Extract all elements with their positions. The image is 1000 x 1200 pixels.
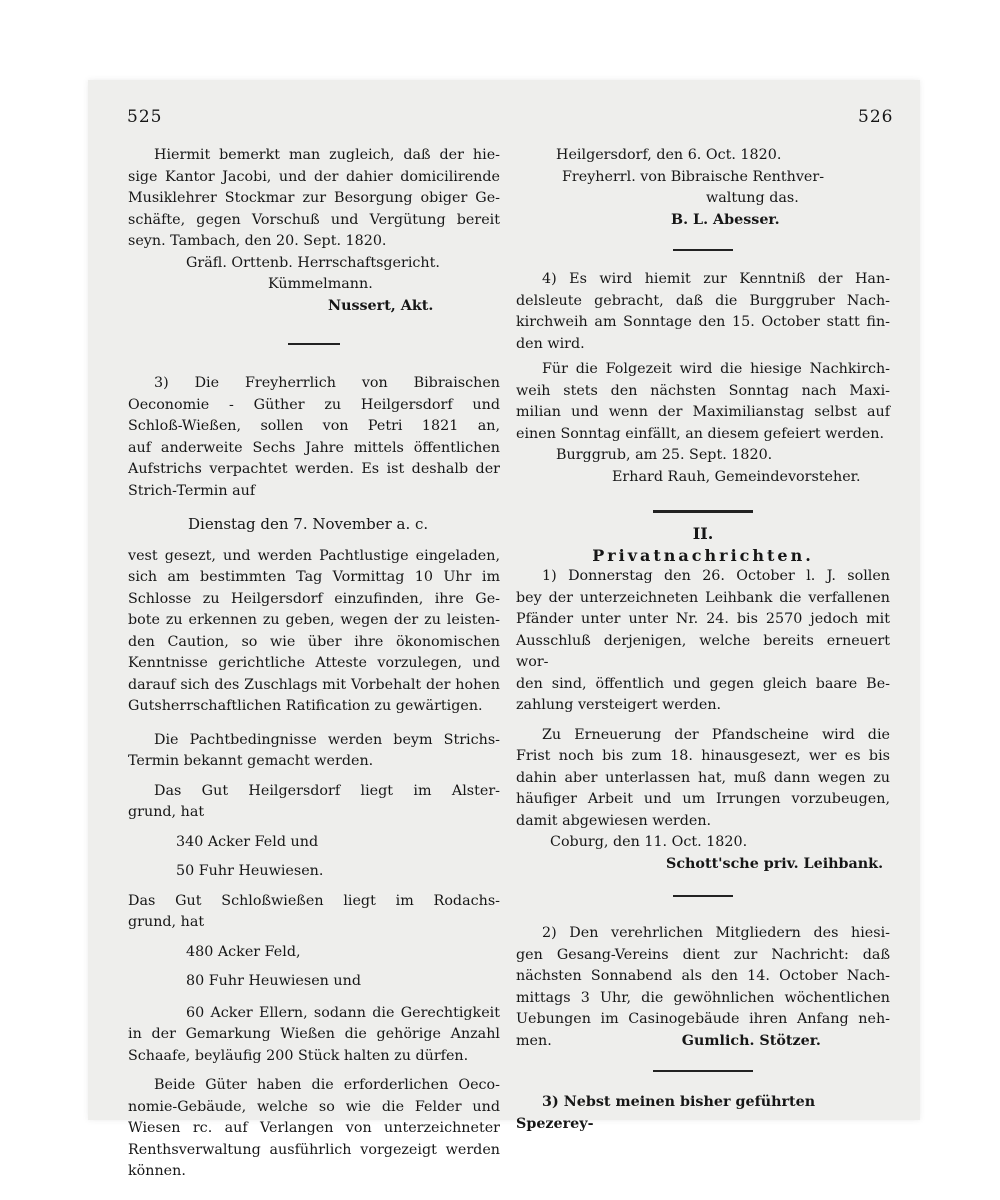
text-line: gen Gesang-Vereins dient zur Nachricht: daß (516, 946, 890, 963)
text-line: sich am bestimmten Tag Vormittag 10 Uhr im (128, 569, 500, 585)
text-line: Termin bekannt gemacht werden. (128, 753, 374, 769)
signature-office-cont: waltung das. (706, 190, 799, 206)
text-line: Die Freyherrlich von Bibraischen (194, 375, 500, 391)
auction-date: Dienstag den 7. November a. c. (188, 515, 429, 533)
text-line: men. (516, 1032, 552, 1049)
text-line: schäfte, gegen Vorschuß und Vergütung bereit (128, 211, 500, 228)
text-line: nächsten Sonnabend als den 14. October Nach- (516, 968, 890, 984)
text-line: auf anderweite Sechs Jahre mittels öffentlichen (128, 439, 500, 456)
text-line: Den verehrlichen Mitgliedern des hiesi- (569, 925, 891, 941)
text-line: Schloß-Wießen, sollen von Petri 1821 an, (128, 418, 500, 434)
text-line: Schaafe, beyläufig 200 Stück halten zu dürfen. (128, 1047, 469, 1064)
place-date: Coburg, den 11. Oct. 1820. (550, 834, 748, 850)
text-line: in der Gemarkung Wießen die gehörige Anzahl (128, 1026, 500, 1042)
text-line: Musiklehrer Stockmar zur Besorgung obiger Ge- (128, 190, 500, 206)
signature-bank: Schott'sche priv. Leihbank. (666, 855, 884, 872)
signature-actuary: Nussert, Akt. (328, 297, 434, 314)
text-line: häufiger Arbeit und um Irrungen vorzubeugen, (516, 791, 890, 807)
text-line: bote zu erkennen zu geben, wegen der zu leisten- (128, 612, 500, 628)
signature-names: Gumlich. Stötzer. (681, 1032, 821, 1049)
signature-name: B. L. Abesser. (671, 211, 780, 228)
text-line: Donnerstag den 26. October l. J. sollen (568, 568, 891, 584)
text-line: milian und wenn der Maximilianstag selbst auf (516, 404, 890, 420)
text-line: grund, hat (128, 804, 205, 820)
text-line: zahlung versteigert werden. (516, 697, 722, 713)
section-number: 2) (542, 925, 557, 941)
text-line: Renthsverwaltung ausführlich vorgezeigt werden (128, 1141, 500, 1158)
text-line: Wiesen rc. auf Verlangen von unterzeichneter (128, 1120, 500, 1136)
section-number: 3) (154, 375, 169, 391)
separator-rule (673, 249, 733, 251)
text-line: Oeconomie - Güther zu Heilgersdorf und (128, 396, 500, 413)
section-3-first-line (128, 373, 500, 395)
signature-name: Erhard Rauh, Gemeindevorsteher. (612, 468, 861, 485)
text-line: den wird. (516, 335, 585, 352)
text-line: Es wird hiemit zur Kenntniß der Han- (569, 271, 890, 287)
separator-rule-thick (653, 510, 753, 513)
text-line: Kenntnisse gerichtliche Atteste vorzulegen, und (128, 655, 500, 671)
text-line: grund, hat (128, 914, 205, 930)
text-line: Hiermit bemerkt man zugleich, daß der hie- (154, 147, 500, 163)
text-line: dahin aber unterlassen hat, muß dann wegen zu (516, 769, 890, 786)
text-line: den sind, öffentlich und gegen gleich baare Be- (516, 675, 890, 692)
right-column (516, 145, 890, 1135)
section-4-first-line (516, 269, 890, 291)
acreage-item: 480 Acker Feld, (186, 943, 301, 960)
section-number: 4) (542, 271, 557, 287)
text-line: kirchweih am Sonntage den 15. October statt fin- (516, 314, 890, 330)
text-line: Pfänder unter unter Nr. 24. bis 2570 jedoch mit (516, 611, 890, 627)
page-number-left: 525 (127, 107, 163, 127)
text-line: Aufstrichs verpachtet werden. Es ist deshalb der (128, 461, 500, 477)
notice-1-first-line (516, 566, 890, 588)
text-line: seyn. Tambach, den 20. Sept. 1820. (128, 233, 387, 249)
text-line: vest gesezt, und werden Pachtlustige eingeladen, (128, 547, 500, 564)
text-line: damit abgewiesen werden. (516, 812, 712, 829)
text-line: darauf sich des Zuschlags mit Vorbehalt der hohen (128, 676, 500, 693)
notice-2-last-line (516, 1031, 890, 1053)
left-column (128, 145, 500, 1183)
text-line: 60 Acker Ellern, sodann die Gerechtigkeit (186, 1004, 500, 1021)
text-line: Uebungen im Casinogebäude ihren Anfang neh- (516, 1011, 890, 1027)
text-line: bey der unterzeichneten Leihbank die verfallenen (516, 589, 890, 606)
text-line: können. (128, 1163, 186, 1179)
signature-office: Freyherrl. von Bibraische Renthver- (562, 168, 825, 185)
place-date: Heilgersdorf, den 6. Oct. 1820. (556, 147, 782, 163)
text-line: Frist noch bis zum 18. hinausgesezt, wer es bis (516, 748, 890, 764)
text-line: Schlosse zu Heilgersdorf einzufinden, ihre Ge- (128, 590, 500, 607)
acreage-item: 80 Fuhr Heuwiesen und (186, 973, 361, 989)
text-line: Die Pachtbedingnisse werden beym Strichs- (154, 731, 500, 748)
section-numeral: II. (692, 524, 714, 543)
text-line: Strich-Termin auf (128, 482, 256, 499)
section-number: 1) (542, 568, 557, 584)
text-line: Ausschluß derjenigen, welche bereits erneuert wor- (516, 632, 890, 670)
text-line: sige Kantor Jacobi, und der dahier domicilirende (128, 168, 500, 185)
text-line: weih stets den nächsten Sonntag nach Maxi- (516, 382, 890, 399)
text-line: den Caution, so wie über ihre ökonomischen (128, 633, 500, 650)
text-line: Das Gut Schloßwießen liegt im Rodachs- (128, 892, 500, 909)
text-line: Beide Güter haben die erforderlichen Oeco- (154, 1077, 500, 1093)
text-line: Zu Erneuerung der Pfandscheine wird die (542, 726, 890, 743)
text-line: Gutsherrschaftlichen Ratification zu gewärtigen. (128, 698, 483, 714)
signature-name: Kümmelmann. (268, 276, 373, 292)
notice-2-first-line (516, 923, 890, 945)
separator-rule (673, 895, 733, 897)
acreage-item: 340 Acker Feld und (176, 833, 319, 850)
signature-court: Gräfl. Orttenb. Herrschaftsgericht. (186, 254, 440, 271)
text-line: nomie-Gebäude, welche so wie die Felder und (128, 1098, 500, 1115)
page-number-right: 526 (858, 107, 894, 127)
place-date: Burggrub, am 25. Sept. 1820. (556, 447, 773, 463)
text-line: Das Gut Heilgersdorf liegt im Alster- (154, 782, 500, 799)
text-line: einen Sonntag einfällt, an diesem gefeiert werden. (516, 425, 885, 442)
separator-rule (288, 343, 340, 345)
separator-rule (653, 1070, 753, 1072)
text-line: delsleute gebracht, daß die Burggruber Nach- (516, 292, 890, 309)
text-line: 3) Nebst meinen bisher geführten Spezerey- (516, 1094, 816, 1132)
section-heading: Privatnachrichten. (592, 545, 814, 565)
text-line: Für die Folgezeit wird die hiesige Nachkirch- (542, 361, 890, 377)
text-line: mittags 3 Uhr, die gewöhnlichen wöchentlichen (516, 989, 890, 1006)
acreage-item: 50 Fuhr Heuwiesen. (176, 863, 324, 879)
